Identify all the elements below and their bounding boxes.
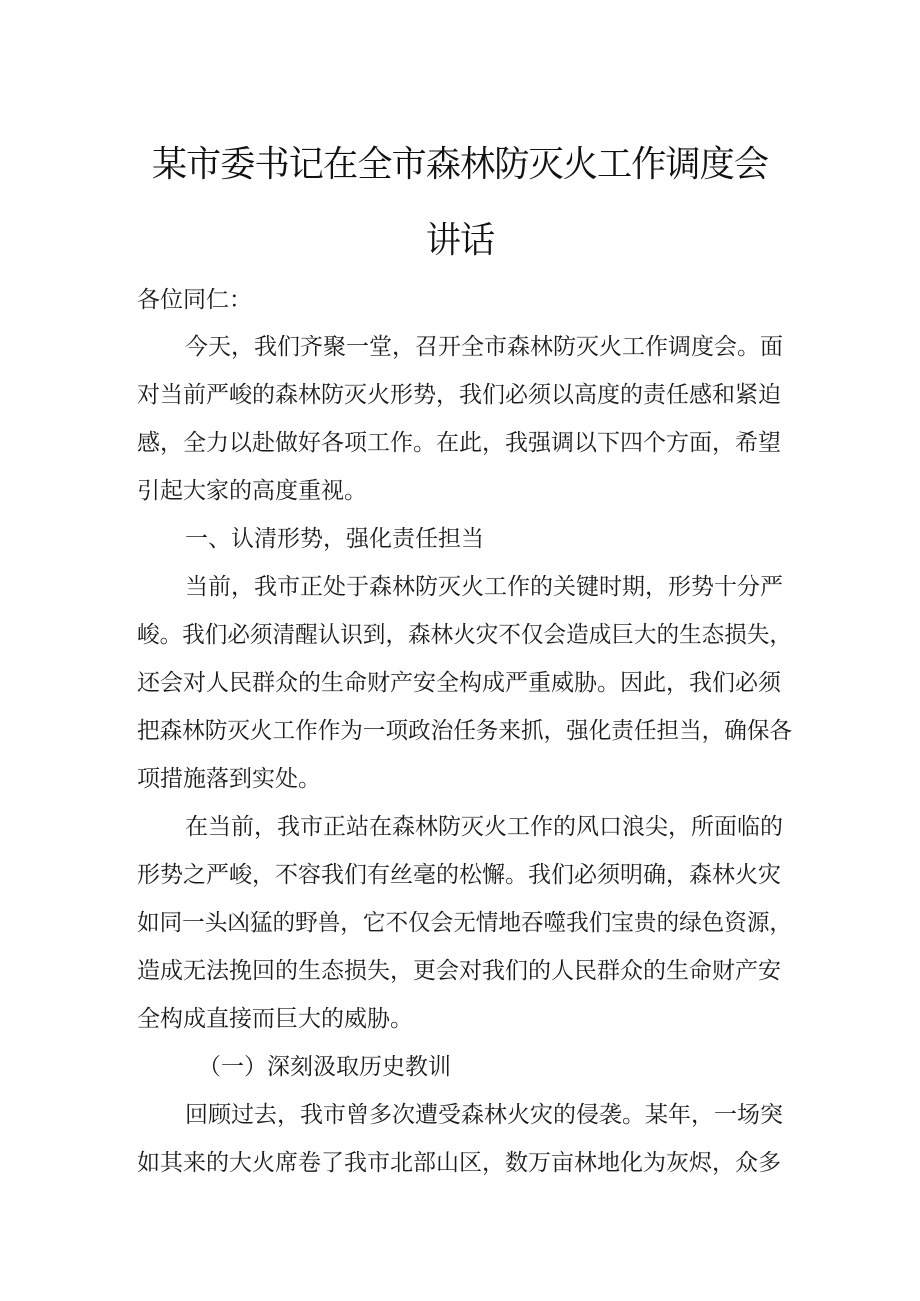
paragraph-line: 如同一头凶猛的野兽，它不仅会无情地吞噬我们宝贵的绿色资源，	[137, 910, 792, 936]
paragraph-line: 如其来的大火席卷了我市北部山区，数万亩林地化为灰烬，众多	[137, 1150, 781, 1176]
paragraph-line: 项措施落到实处。	[137, 766, 321, 792]
paragraph-line: 今天，我们齐聚一堂，召开全市森林防灭火工作调度会。面	[185, 334, 783, 360]
paragraph-line: 对当前严峻的森林防灭火形势，我们必须以高度的责任感和紧迫	[137, 382, 781, 408]
paragraph-line: 造成无法挽回的生态损失，更会对我们的人民群众的生命财产安	[137, 958, 781, 984]
paragraph-line: 在当前，我市正站在森林防灭火工作的风口浪尖，所面临的	[185, 814, 783, 840]
paragraph-line: 形势之严峻，不容我们有丝毫的松懈。我们必须明确，森林火灾	[137, 862, 781, 888]
document-title-line-1: 某市委书记在全市森林防灭火工作调度会	[151, 144, 769, 185]
salutation: 各位同仁：	[137, 287, 252, 313]
subsection-heading: （一）深刻汲取历史教训	[198, 1054, 451, 1080]
paragraph-line: 峻。我们必须清醒认识到，森林火灾不仅会造成巨大的生态损失，	[137, 622, 792, 648]
paragraph-line: 全构成直接而巨大的威胁。	[137, 1006, 413, 1032]
document-title-line-2: 讲话	[425, 220, 495, 261]
paragraph-line: 回顾过去，我市曾多次遭受森林火灾的侵袭。某年，一场突	[185, 1102, 783, 1128]
section-heading: 一、认清形势，强化责任担当	[185, 526, 484, 552]
paragraph-line: 把森林防灭火工作作为一项政治任务来抓，强化责任担当，确保各	[137, 718, 792, 744]
paragraph-line: 当前，我市正处于森林防灭火工作的关键时期，形势十分严	[185, 574, 783, 600]
paragraph-line: 还会对人民群众的生命财产安全构成严重威胁。因此，我们必须	[137, 670, 781, 696]
paragraph-line: 引起大家的高度重视。	[137, 478, 367, 504]
paragraph-line: 感，全力以赴做好各项工作。在此，我强调以下四个方面，希望	[137, 430, 781, 456]
